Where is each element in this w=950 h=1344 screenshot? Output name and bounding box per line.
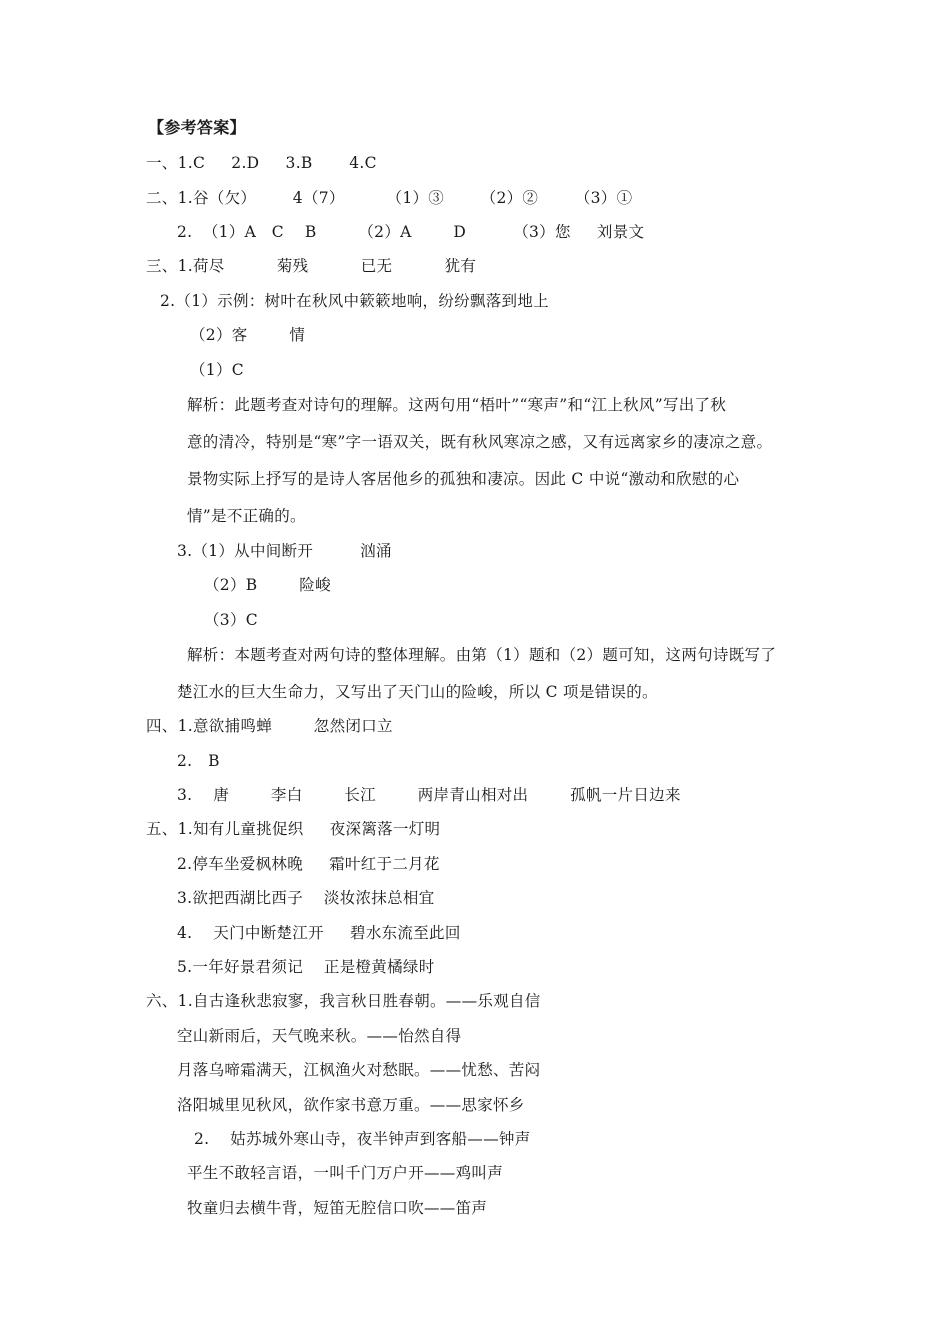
answer-line: 2. B: [177, 752, 220, 770]
answer-key-title: 【参考答案】: [148, 118, 246, 137]
answer-line: 空山新雨后，天气晚来秋。——怡然自得: [177, 1027, 462, 1045]
answer-line: 四、1.意欲捕鸣蝉 忽然闭口立: [146, 717, 393, 735]
answer-line: 六、1.自古逢秋悲寂寥，我言秋日胜春朝。——乐观自信: [146, 992, 541, 1010]
explanation-line: 景物实际上抒写的是诗人客居他乡的孤独和凄凉。因此 C 中说“激动和欣慰的心: [187, 470, 740, 488]
answer-line: （2）客 情: [190, 326, 306, 344]
explanation-line: 情”是不正确的。: [187, 507, 306, 525]
answer-line: 5.一年好景君须记 正是橙黄橘绿时: [177, 958, 435, 976]
answer-line: 2. 姑苏城外寒山寺，夜半钟声到客船——钟声: [194, 1130, 531, 1148]
answer-line: 洛阳城里见秋风，欲作家书意万重。——思家怀乡: [177, 1096, 525, 1114]
answer-line: 2.（1）示例：树叶在秋风中簌簌地响，纷纷飘落到地上: [160, 292, 549, 310]
answer-line: 五、1.知有儿童挑促织 夜深篱落一灯明: [146, 820, 441, 838]
answer-line: 二、1.谷（欠） 4（7） （1）③ （2）② （3）①: [146, 189, 633, 207]
answer-line: 一、1.C 2.D 3.B 4.C: [146, 154, 377, 172]
answer-line: （1）C: [190, 361, 244, 379]
answer-line: 3. 唐 李白 长江 两岸青山相对出 孤帆一片日边来: [177, 786, 681, 804]
answer-line: 平生不敢轻言语，一叫千门万户开——鸡叫声: [187, 1164, 504, 1182]
answer-line: （2）B 险峻: [204, 576, 331, 594]
answer-line: 3.（1）从中间断开 汹涌: [177, 542, 392, 560]
answer-line: 4. 天门中断楚江开 碧水东流至此回: [177, 924, 461, 942]
answer-line: （3）C: [204, 611, 258, 629]
answer-line: 月落乌啼霜满天，江枫渔火对愁眠。——忧愁、苦闷: [177, 1061, 541, 1079]
explanation-line: 解析：此题考查对诗句的理解。这两句用“梧叶”“寒声”和“江上秋风”写出了秋: [187, 396, 727, 414]
answer-line: 3.欲把西湖比西子 淡妆浓抹总相宜: [177, 889, 435, 907]
explanation-line: 解析：本题考查对两句诗的整体理解。由第（1）题和（2）题可知，这两句诗既写了: [187, 646, 777, 664]
explanation-line: 意的清冷，特别是“寒”字一语双关，既有秋风寒凉之感，又有远离家乡的凄凉之意。: [187, 433, 773, 451]
answer-line: 2.停车坐爱枫林晚 霜叶红于二月花: [177, 855, 440, 873]
answer-line: 2. （1）A C B （2）A D （3）您 刘景文: [177, 223, 645, 241]
answer-line: 三、1.荷尽 菊残 已无 犹有: [146, 257, 477, 275]
explanation-line: 楚江水的巨大生命力，又写出了天门山的险峻，所以 C 项是错误的。: [177, 683, 658, 701]
answer-line: 牧童归去横牛背，短笛无腔信口吹——笛声: [187, 1199, 488, 1217]
